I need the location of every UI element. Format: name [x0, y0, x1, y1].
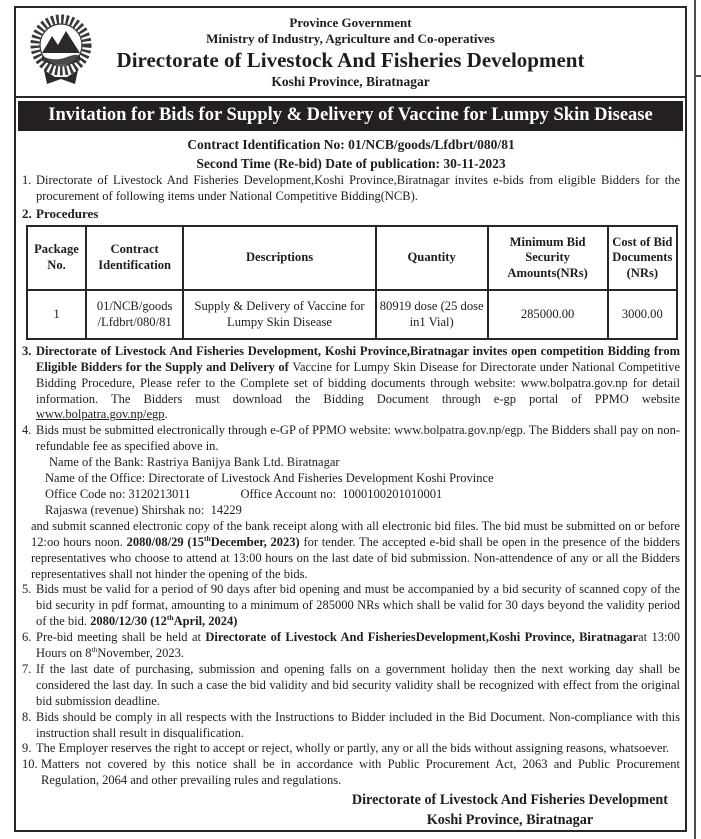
scan-artifact-vertical-line — [694, 0, 696, 839]
item-number: 9. — [22, 741, 32, 756]
masthead — [16, 8, 685, 98]
procurement-table — [26, 225, 678, 340]
item-text: Bids should be comply in all respects with the Instructions to Bidder included in the Bid Document. Non-compliance with this instruction shall result in disqualification. — [36, 709, 680, 740]
notice-item-1 — [22, 173, 680, 205]
table-header-cost-of-bid-documents: Cost of Bid Documents (NRs) — [608, 226, 677, 290]
item-text: If the last date of purchasing, submission and opening falls on a government holiday then the next working day shall be considered the last day. In such a case the bid validity and bid security validity shall be recognized with effect from the original bid submission deadline. — [36, 661, 680, 708]
signature-block — [352, 790, 668, 830]
notice-item-9 — [22, 741, 680, 757]
cell-package-no: 1 — [27, 290, 86, 339]
publication-date-line: Second Time (Re-bid) Date of publication: 30-11-2023 — [196, 156, 506, 171]
table-header-descriptions: Descriptions — [183, 226, 376, 290]
notice-item-3 — [22, 344, 680, 424]
item-text: Directorate of Livestock And Fisheries Development, Koshi Province,Biratnagar invites open competition Bidding from Eligible Bidders for the Supply and Delivery of Vaccine for Lumpy Skin Disease for Directorate under National Competitive Bidding Procedure, Please refer to the Complete set of bidding documents through website: www.bolpatra.gov.np for detail information. The Bidders must download the Bidding Document through e-gp portal of PPMO website www.bolpatra.gov.np/egp. — [36, 343, 680, 422]
notice-items — [22, 173, 680, 830]
notice-item-6 — [22, 630, 680, 662]
item-text: Bids must be submitted electronically through e-GP of PPMO website: www.bolpatra.gov.np/egp. The Bidders shall pay on non-refundable fee as specified above in. — [36, 423, 680, 454]
item-number: 2. — [22, 205, 32, 221]
table-header-minimum-bid-security: Minimum Bid Security Amounts(NRs) — [488, 226, 608, 290]
item-number: 1. — [22, 173, 32, 187]
notice-item-2-procedures-heading — [22, 205, 680, 222]
notice-item-8 — [22, 710, 680, 742]
signature-directorate-line: Directorate of Livestock And Fisheries Development — [351, 792, 668, 809]
cell-cost-of-bid-documents: 3000.00 — [608, 290, 677, 339]
item-number: 7. — [22, 661, 32, 676]
item-number: 5. — [22, 582, 32, 597]
item-number: 6. — [22, 630, 32, 645]
masthead-directorate-title: Directorate of Livestock And Fisheries Development — [116, 48, 585, 72]
notice-item-10 — [22, 757, 680, 789]
office-code-account-line: Office Code no: 3120213011 Office Account no: 1000100201010001 — [45, 486, 443, 501]
masthead-province-line: Koshi Province, Biratnagar — [271, 74, 430, 89]
contract-identification-line: Contract Identification No: 01/NCB/goods/Lfdbrt/080/81 — [187, 137, 515, 152]
notice-item-4-continuation: and submit scanned electronic copy of the bank receipt along with all electronic bid files. The bid must be submitted on or before 12:oo hours noon. 2080/08/29 (15thDecember, 2023) for tender. The accepted e-bid shall be open in the presence of the bidders representatives who choose to attend at 13:00 hours on the last date of bid submission. Non-attendence of any or all the Bidders representatives shall not hinder the opening of the bids. — [31, 518, 681, 581]
scan-artifact-horizontal-tick — [695, 75, 701, 77]
cell-contract-identification: 01/NCB/goods /Lfdbrt/080/81 — [86, 290, 183, 339]
item-text: Pre-bid meeting shall be held at Directorate of Livestock And FisheriesDevelopment,Koshi Province, Biratnagarat 13:00 Hours on 8thNovember, 2023. — [36, 630, 681, 661]
item-number: 3. — [22, 343, 32, 358]
item-text: Matters not covered by this notice shall be in accordance with Public Procurement Act, 2063 and Public Procurement Regulation, 2064 and other prevailing rules and regulations. — [41, 757, 680, 788]
invitation-banner-title: Invitation for Bids for Supply & Delivery of Vaccine for Lumpy Skin Disease — [18, 101, 683, 131]
item-text: Directorate of Livestock And Fisheries Development,Koshi Province,Biratnagar invites e-bids from eligible Bidders for the procurement of following items under National Competitive Bidding(NCB). — [36, 173, 680, 203]
cell-quantity: 80919 dose (25 dose in1 Vial) — [376, 290, 488, 339]
table-row — [27, 290, 677, 339]
table-header-row — [27, 226, 677, 290]
bank-name-line: Name of the Bank: Rastriya Banijya Bank Ltd. Biratnagar — [49, 455, 340, 470]
item-text: The Employer reserves the right to accept or reject, wholly or partly, any or all the bids without assigning reasons, whatsoever. — [36, 741, 670, 756]
item-number: 4. — [22, 423, 32, 438]
bid-notice-document — [14, 6, 687, 832]
masthead-government-line: Province Government — [289, 15, 412, 30]
item-number: 8. — [22, 709, 32, 724]
table-header-quantity: Quantity — [376, 226, 488, 290]
office-name-line: Name of the Office: Directorate of Livestock And Fisheries Development Koshi Province — [45, 471, 494, 486]
item-text: Procedures — [36, 205, 99, 221]
table-header-contract-identification: Contract Identification — [86, 226, 183, 290]
item-text: Bids must be valid for a period of 90 days after bid opening and must be accompanied by a bid security of scanned copy of the bid security in pdf format, amounting to a minimum of 285000 NRs which shall be valid for 30 days beyond the validity period of the bid. 2080/12/30 (12thApril, 2024) — [36, 582, 680, 629]
revenue-shirshak-line: Rajaswa (revenue) Shirshak no: 14229 — [45, 502, 242, 517]
item-number: 10. — [22, 757, 38, 772]
masthead-ministry-line: Ministry of Industry, Agriculture and Co-operatives — [206, 31, 495, 46]
notice-item-4 — [22, 423, 680, 455]
notice-item-7 — [22, 662, 680, 710]
cell-descriptions: Supply & Delivery of Vaccine for Lumpy Skin Disease — [183, 290, 376, 339]
government-emblem-icon — [29, 12, 93, 90]
notice-item-5 — [22, 582, 680, 630]
table-header-package-no: Package No. — [27, 226, 86, 290]
signature-province-line: Koshi Province, Biratnagar — [426, 812, 594, 829]
cell-minimum-bid-security: 285000.00 — [488, 290, 608, 339]
notice-body — [16, 131, 685, 830]
